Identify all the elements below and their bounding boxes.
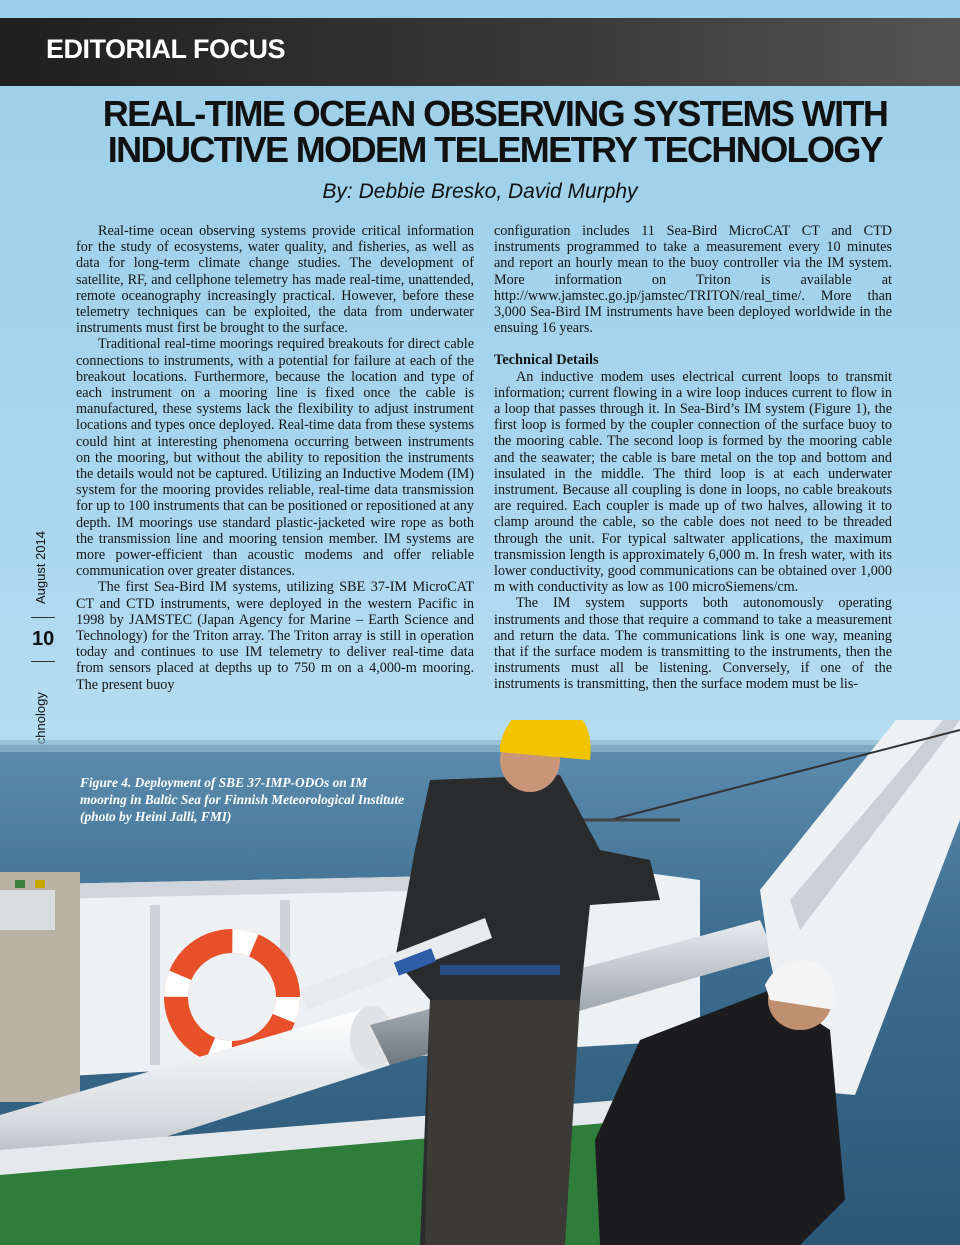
left-column	[76, 223, 474, 693]
rail-divider-bottom	[31, 661, 55, 662]
article-title	[40, 93, 950, 170]
issue-date: August 2014	[33, 530, 48, 604]
page-number: 10	[32, 628, 55, 650]
paragraph-intro: Real-time ocean observing systems provide critical information for the study of ecosystems, water quality, and fisheries, as well as data for long-term climate change studies. The development of satellite, RF, and cellphone telemetry has made real-time, unattended, remote oceanography increasingly practical. However, before these telemetry techniques can be exploited, the data from underwater instruments must first be brought to the surface.	[76, 223, 474, 337]
title-line-1: REAL-TIME OCEAN OBSERVING SYSTEMS WITH	[102, 93, 888, 134]
section-label: EDITORIAL FOCUS	[46, 34, 286, 64]
paragraph-im-system: The IM system supports both autonomously operating instruments and those that require a command to take a measurement and return the data. The communications link is one way, meaning that if the surface modem is transmitting to the instruments, then the instruments must all be listening. Conversely, if one of the instruments is transmitting, then the surface modem must be lis-	[494, 595, 892, 693]
rail-divider-top	[31, 617, 55, 618]
figure-caption: Figure 4. Deployment of SBE 37-IMP-ODOs on IM mooring in Baltic Sea for Finnish Meteorological Institute (photo by Heini Jalli, FMI)	[80, 775, 405, 824]
paragraph-wrap	[494, 595, 892, 692]
paragraph-inductive-modem: An inductive modem uses electrical current loops to transmit information; current flowing in a wire loop induces current to flow in a loop that passes through it. In Sea-Bird’s IM system (Figure 1), the first loop is formed by the coupler connection of the surface buoy to the mooring cable. The second loop is formed by the mooring cable and the seawater; the cable is bare metal on the top and bottom and insulated in the middle. The third loop is at each underwater instrument. Because all coupling is done in loops, no cable breakouts are required. Each coupler is made up of two halves, allowing it to clamp around the cable, so the cable does not need to be threaded through the unit. For typical saltwater applications, the maximum transmission length is approximately 6,000 m. In fresh water, with its lower conductivity, good communications can be obtained over 1,000 m with conductivity as low as 100 microSiemens/cm.	[494, 368, 892, 596]
section-heading-technical: Technical Details	[494, 352, 599, 369]
paragraph-first-systems: The first Sea-Bird IM systems, utilizing SBE 37-IM MicroCAT CT and CTD instruments, were deployed in the western Pacific in 1998 by JAMSTEC (Japan Agency for Marine – Earth Science and Technology) for the Triton array. The Triton array is still in operation today and continues to use IM telemetry to deliver real-time data from sensors placed at depths up to 750 m on a 4,000-m mooring. The present buoy	[76, 579, 474, 693]
paragraph-traditional: Traditional real-time moorings required breakouts for direct cable connections to instruments, with a potential for failure at each of the breakout locations. Furthermore, because the location and type of each instrument on a mooring line is fixed once the cable is manufactured, these systems lack the flexibility to adjust instrument locations and types once deployed. Real-time data from these systems could hint at interesting phenomena occurring between instruments on the mooring, but without the ability to reposition the instruments the details would not be captured. Utilizing an Inductive Modem (IM) system for the mooring provides reliable, real-time data transmission for up to 100 instruments that can be positioned or repositioned at any depth. IM moorings use standard plastic-jacketed wire rope as both the transmission line and mooring tension member. IM systems are more power-efficient than acoustic modems and offer reliable communication over greater distances.	[76, 336, 474, 580]
article-byline: By: Debbie Bresko, David Murphy	[322, 180, 638, 203]
title-line-2: INDUCTIVE MODEM TELEMETRY TECHNOLOGY	[107, 129, 883, 170]
paragraph-continuation: configuration includes 11 Sea-Bird MicroCAT CT and CTD instruments programmed to take a measurement every 10 minutes and report an hourly mean to the buoy controller via the IM system. More information on Triton is available at http://www.jamstec.go.jp/jamstec/TRITON/real_time/. More than 3,000 Sea-Bird IM instruments have been deployed worldwide in the ensuing 16 years.	[494, 223, 892, 337]
right-column	[494, 223, 892, 693]
